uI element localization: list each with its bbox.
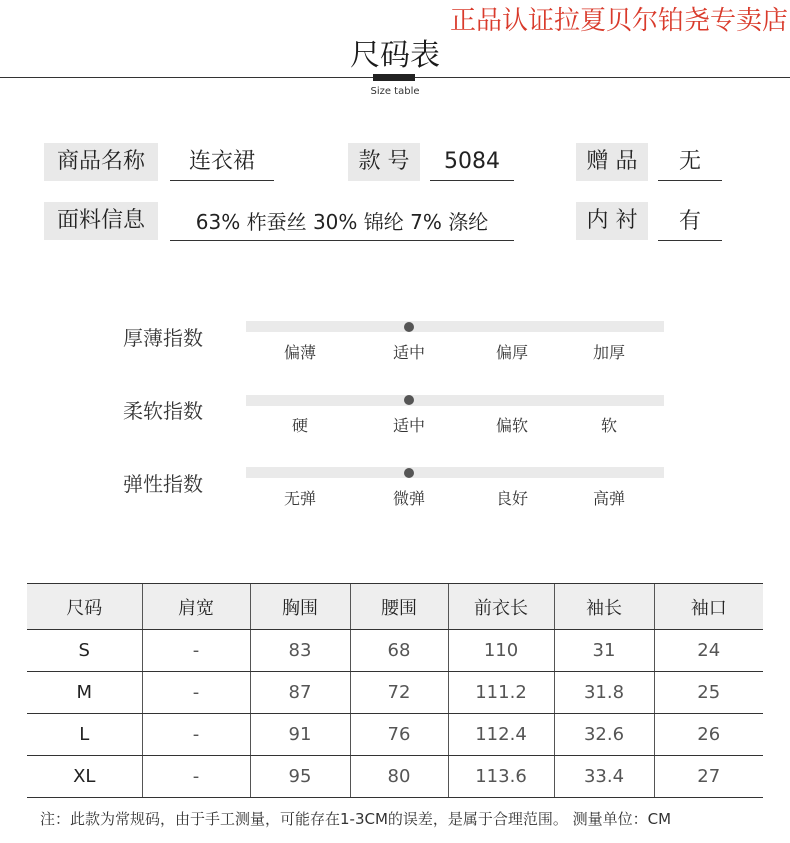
index-option: 加厚 xyxy=(592,343,625,362)
table-cell: 80 xyxy=(350,756,448,798)
index-option: 偏薄 xyxy=(283,343,316,362)
page-title: 尺码表 xyxy=(350,38,440,73)
table-header-cell: 肩宽 xyxy=(142,584,250,630)
index-option: 硬 xyxy=(291,416,308,435)
table-row xyxy=(27,672,763,714)
table-header-cell: 尺码 xyxy=(27,584,142,630)
table-cell: 95 xyxy=(250,756,350,798)
lining-value: 有 xyxy=(658,204,722,241)
table-header-cell: 前衣长 xyxy=(448,584,554,630)
fabric-value: 63% 柞蚕丝 30% 锦纶 7% 涤纶 xyxy=(170,204,514,241)
index-option: 软 xyxy=(600,416,617,435)
index-scale-bar xyxy=(246,321,664,332)
table-row xyxy=(27,714,763,756)
index-scale-bar xyxy=(246,395,664,406)
index-option: 无弹 xyxy=(283,489,316,508)
fabric-label: 面料信息 xyxy=(44,202,158,240)
table-header-row xyxy=(27,584,763,630)
table-cell: 68 xyxy=(350,630,448,672)
measurement-note: 注：此款为常规码，由于手工测量，可能存在1-3CM的误差，是属于合理范围。 测量单位：CM xyxy=(40,810,672,828)
table-cell: 111.2 xyxy=(448,672,554,714)
index-option: 适中 xyxy=(392,343,425,362)
index-option: 良好 xyxy=(495,489,528,508)
index-option: 偏厚 xyxy=(495,343,528,362)
table-cell: 26 xyxy=(654,714,763,756)
table-cell: - xyxy=(142,672,250,714)
table-cell: - xyxy=(142,714,250,756)
table-row xyxy=(27,630,763,672)
product-name-label: 商品名称 xyxy=(44,143,158,181)
table-cell: 33.4 xyxy=(554,756,654,798)
product-name-value: 连衣裙 xyxy=(170,144,274,181)
table-header-cell: 腰围 xyxy=(350,584,448,630)
index-scale-bar xyxy=(246,467,664,478)
table-cell: S xyxy=(27,630,142,672)
table-cell: XL xyxy=(27,756,142,798)
index-option: 高弹 xyxy=(592,489,625,508)
table-cell: 76 xyxy=(350,714,448,756)
table-cell: 32.6 xyxy=(554,714,654,756)
index-marker xyxy=(404,322,414,332)
table-header-cell: 袖长 xyxy=(554,584,654,630)
table-cell: - xyxy=(142,756,250,798)
index-option: 微弹 xyxy=(392,489,425,508)
table-cell: 27 xyxy=(654,756,763,798)
table-cell: 112.4 xyxy=(448,714,554,756)
style-code-label: 款 号 xyxy=(348,143,420,181)
index-option: 适中 xyxy=(392,416,425,435)
table-cell: 83 xyxy=(250,630,350,672)
index-label: 弹性指数 xyxy=(123,472,203,496)
table-row xyxy=(27,756,763,798)
store-watermark: 正品认证拉夏贝尔铂尧专卖店 xyxy=(449,6,788,36)
table-cell: 31 xyxy=(554,630,654,672)
table-cell: 24 xyxy=(654,630,763,672)
table-cell: 91 xyxy=(250,714,350,756)
index-label: 柔软指数 xyxy=(123,399,203,423)
table-cell: 110 xyxy=(448,630,554,672)
index-marker xyxy=(404,395,414,405)
table-cell: 25 xyxy=(654,672,763,714)
index-option: 偏软 xyxy=(495,416,528,435)
index-label: 厚薄指数 xyxy=(123,326,203,350)
table-cell: 72 xyxy=(350,672,448,714)
gift-value: 无 xyxy=(658,144,722,181)
table-cell: 87 xyxy=(250,672,350,714)
table-cell: - xyxy=(142,630,250,672)
index-marker xyxy=(404,468,414,478)
gift-label: 赠 品 xyxy=(576,143,648,181)
table-cell: M xyxy=(27,672,142,714)
table-header-cell: 胸围 xyxy=(250,584,350,630)
title-accent-bar xyxy=(373,74,415,81)
lining-label: 内 衬 xyxy=(576,202,648,240)
table-header-cell: 袖口 xyxy=(654,584,763,630)
table-cell: L xyxy=(27,714,142,756)
table-cell: 113.6 xyxy=(448,756,554,798)
size-table xyxy=(27,583,763,798)
table-cell: 31.8 xyxy=(554,672,654,714)
page-subtitle: Size table xyxy=(370,86,420,97)
style-code-value: 5084 xyxy=(430,144,514,181)
